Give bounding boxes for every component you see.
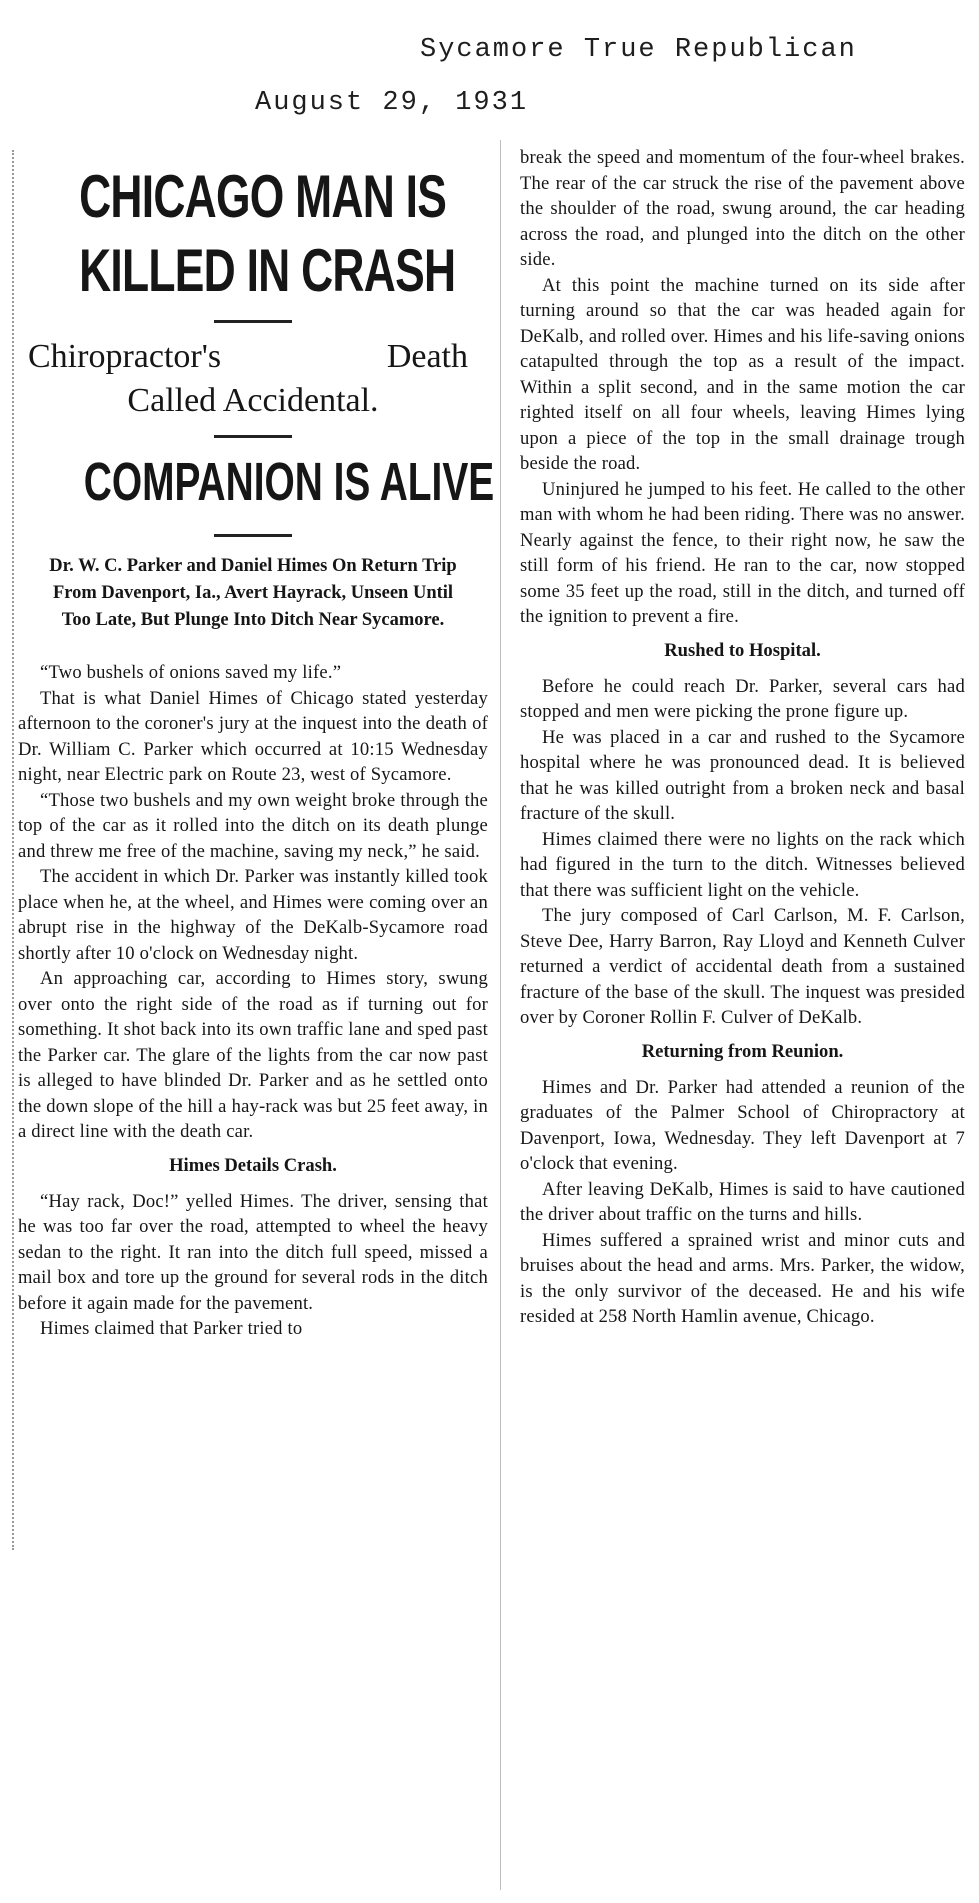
body-paragraph: “Those two bushels and my own weight broke through the top of the car as it rolled into the ditch on its death plunge and threw me free of the machine, saving my neck,” he said. xyxy=(18,789,488,862)
subhead-returning-from-reunion: Returning from Reunion. xyxy=(641,1040,844,1062)
body-paragraph: That is what Daniel Himes of Chicago stated yesterday afternoon to the coroner's jury at the inquest into the death of Dr. William C. Parker which occurred at 10:15 Wednesday night, near Electric park on Route 23, west of Sycamore. xyxy=(18,687,488,785)
body-paragraph: Himes claimed there were no lights on the rack which had figured in the turn to the ditch. Witnesses believed that there was sufficient light on the vehicle. xyxy=(520,828,965,901)
clipping-edge xyxy=(12,150,16,1550)
body-paragraph: The accident in which Dr. Parker was instantly killed took place when he, at the wheel, and Himes were coming over an abrupt rise in the highway of the DeKalb-Sycamore road shortly after 10 o'clock on Wednesday night. xyxy=(18,866,488,964)
main-headline-line-1: CHICAGO MAN IS xyxy=(79,163,447,230)
headline-rule xyxy=(214,320,292,323)
publication-name: Sycamore True Republican xyxy=(420,35,857,65)
body-paragraph: An approaching car, according to Himes story, swung over onto the right side of the road as if turning out for something. It shot back into its own traffic lane and sped past the Parker car. The glare of the lights from the car now past is alleged to have blinded Dr. Parker and as he settled onto the down slope of the hill a hay-rack was but 25 feet away, in a direct line with the death car. xyxy=(18,968,488,1142)
body-paragraph: “Two bushels of onions saved my life.” xyxy=(40,662,342,683)
body-paragraph: Before he could reach Dr. Parker, several cars had stopped and men were picking the prone figure up. xyxy=(520,675,965,722)
body-paragraph: Himes suffered a sprained wrist and minor cuts and bruises about the head and arms. Mrs. Parker, the widow, is the only survivor of the deceased. He and his wife resided at 258 North Hamlin avenue, Chicago. xyxy=(520,1229,965,1327)
body-paragraph: Himes claimed that Parker tried to xyxy=(40,1318,303,1339)
body-paragraph: “Hay rack, Doc!” yelled Himes. The driver, sensing that he was too far over the road, attempted to wheel the heavy sedan to the right. It ran into the ditch full speed, missed a mail box and tore up the ground for several rods in the ditch before it again made for the pavement. xyxy=(18,1190,488,1314)
body-paragraph: At this point the machine turned on its side after turning around so that the car was headed again for DeKalb, and rolled over. Himes and his life-saving onions catapulted through the top as a result of the impact. Within a split second, and in the same motion the car righted itself on all four wheels, leaving Himes lying upon a piece of the top in the small drainage trough beside the road. xyxy=(520,274,965,474)
subhead-himes-details-crash: Himes Details Crash. xyxy=(169,1154,337,1176)
main-headline-line-2: KILLED IN CRASH xyxy=(79,237,456,304)
subhead-rushed-to-hospital: Rushed to Hospital. xyxy=(664,639,821,661)
headline-rule xyxy=(214,435,292,438)
body-paragraph: Himes and Dr. Parker had attended a reunion of the graduates of the Palmer School of Chiropractory at Davenport, Iowa, Wednesday. They left Davenport at 7 o'clock that evening. xyxy=(520,1076,965,1174)
second-deck-line-2: Called Accidental. xyxy=(127,382,379,419)
body-paragraph: break the speed and momentum of the four-wheel brakes. The rear of the car struck the rise of the pavement above the shoulder of the road, swung around, the car heading across the road, and plunged into the ditch on the other side. xyxy=(520,147,965,270)
publication-date: August 29, 1931 xyxy=(255,88,529,118)
column-divider xyxy=(500,140,501,1890)
second-deck-word-2: Death xyxy=(386,338,468,375)
left-column xyxy=(18,140,495,1342)
body-paragraph: Uninjured he jumped to his feet. He called to the other man with whom he had been riding. There was no answer. Nearly against the fence, to their right now, he saw the still form of his friend. He ran to the car, now stopped some 35 feet up the road, still in the ditch, and turned off the ignition to prevent a fire. xyxy=(520,478,965,627)
right-column xyxy=(520,145,965,1330)
body-paragraph: He was placed in a car and rushed to the Sycamore hospital where he was pronounced dead. It is believed that he was killed outright from a broken neck and basal fracture of the skull. xyxy=(520,726,965,824)
third-deck: COMPANION IS ALIVE xyxy=(83,452,495,512)
body-paragraph: The jury composed of Carl Carlson, M. F. Carlson, Steve Dee, Harry Barron, Ray Lloyd and Kenneth Culver returned a verdict of accidental death from a sustained fracture of the base of the skull. The inquest was presided over by Coroner Rollin F. Culver of DeKalb. xyxy=(520,905,965,1028)
headline-rule xyxy=(214,534,292,537)
body-paragraph: After leaving DeKalb, Himes is said to have cautioned the driver about traffic on the turns and hills. xyxy=(520,1178,965,1225)
fourth-deck: Dr. W. C. Parker and Daniel Himes On Return Trip From Davenport, Ia., Avert Hayrack, Unseen Until Too Late, But Plunge Into Ditch Near Sycamore. xyxy=(49,556,457,630)
second-deck xyxy=(18,335,488,423)
second-deck-word-1: Chiropractor's xyxy=(28,338,222,375)
